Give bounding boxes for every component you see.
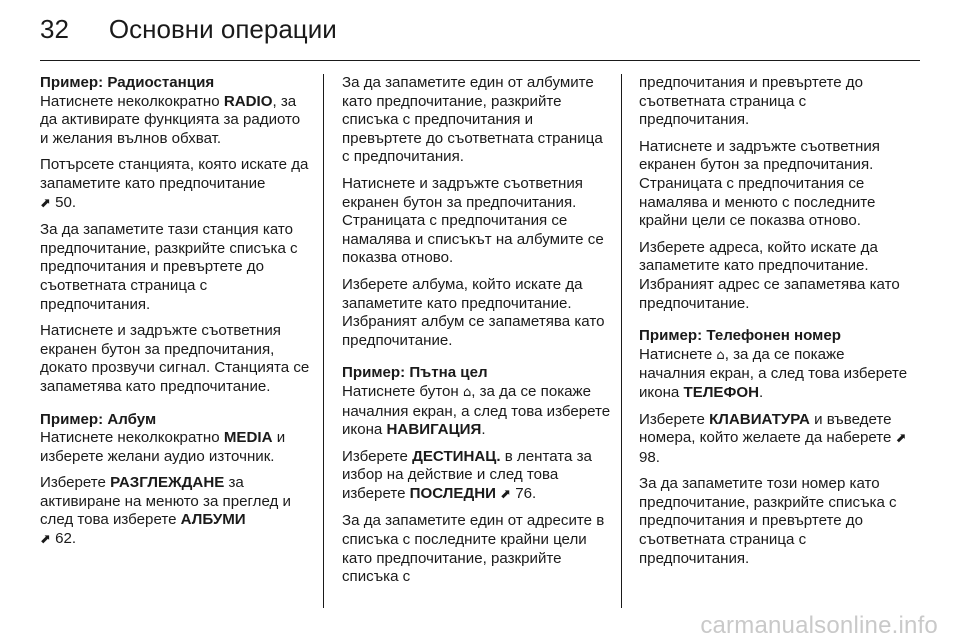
album-paragraph-2 xyxy=(40,474,312,549)
page-title: Основни операции xyxy=(108,14,337,44)
album-paragraph-4: Натиснете и задръжте съответния екранен бутон за предпочитания. Страницата с предпочитания се намалява и списъкът на албумите се показва отново. xyxy=(342,174,604,267)
route-paragraph-3: За да запаметите един от адресите в списъка с последните крайни цели като предпочитание, разкрийте списъка с xyxy=(342,512,605,586)
phone-key: ТЕЛЕФОН xyxy=(683,383,759,401)
radio-heading: Пример: Радиостанция xyxy=(40,74,215,91)
route-heading: Пример: Пътна цел xyxy=(342,364,488,382)
ref-arrow-icon: ⬈ xyxy=(40,532,51,548)
page-header xyxy=(40,14,920,54)
page-reference[interactable]: 62. xyxy=(55,530,77,548)
page-number: 32 xyxy=(40,14,69,44)
media-key: MEDIA xyxy=(223,429,273,447)
radio-key: RADIO xyxy=(223,92,273,110)
keyboard-key: КЛАВИАТУРА xyxy=(709,410,810,428)
radio-paragraph-4: Натиснете и задръжте съответния екранен бутон за предпочитания, докато прозвучи сигнал. Станцията се запаметява като предпочитание. xyxy=(40,322,310,395)
ref-arrow-icon: ⬈ xyxy=(500,486,512,502)
column-3 xyxy=(639,74,911,576)
text: Натиснете неколкократно xyxy=(40,92,224,110)
column-divider-right xyxy=(621,74,622,608)
album-paragraph-5: Изберете албума, който искате да запаметите като предпочитание. Избраният албум се запаметява като предпочитание. xyxy=(342,275,605,349)
ref-arrow-icon: ⬈ xyxy=(895,431,907,447)
phone-paragraph-1 xyxy=(639,327,911,402)
header-divider xyxy=(40,60,920,61)
route-paragraph-1 xyxy=(342,364,614,439)
text: . xyxy=(759,383,764,401)
text: и въведете номера, който желаете да наберете xyxy=(639,410,896,447)
route-paragraph-2 xyxy=(342,448,614,505)
radio-paragraph-1 xyxy=(40,74,312,148)
column-1 xyxy=(40,74,312,558)
text: , за да активирате функцията за радиото и желания вълнов обхват. xyxy=(40,92,301,147)
page-reference[interactable]: 76. xyxy=(515,484,537,502)
home-button-icon: ⌂ xyxy=(462,384,472,400)
radio-paragraph-3: За да запаметите тази станция като предпочитание, разкрийте списъка с предпочитания и превъртете до съответната страница с предпочитания. xyxy=(40,221,298,313)
watermark: carmanualsonline.info xyxy=(700,612,938,639)
text: Натиснете xyxy=(639,345,717,363)
album-heading: Пример: Албум xyxy=(40,410,157,428)
route-paragraph-4: предпочитания и превъртете до съответната страница с предпочитания. xyxy=(639,74,864,129)
text: Изберете xyxy=(40,474,111,492)
navigation-key: НАВИГАЦИЯ xyxy=(386,421,482,439)
text: Натиснете бутон xyxy=(342,382,463,400)
album-paragraph-3: За да запаметите един от албумите като предпочитание, разкрийте списъка с предпочитания и превъртете до съответната страница с предпочитания. xyxy=(342,74,603,166)
text: , за да се покаже началния екран, а след това изберете икона xyxy=(342,382,611,439)
page-reference[interactable]: 98. xyxy=(639,448,660,466)
recent-key: ПОСЛЕДНИ xyxy=(409,484,496,502)
text: Изберете xyxy=(342,447,413,465)
column-2 xyxy=(342,74,614,595)
text: , за да се покаже началния екран, а след това изберете икона xyxy=(639,345,908,401)
text: в лентата за избор на действие и след това изберете xyxy=(342,447,592,502)
text: . xyxy=(481,421,486,439)
page-reference[interactable]: 50. xyxy=(55,193,77,211)
text: Натиснете неколкократно xyxy=(40,429,224,447)
phone-paragraph-2 xyxy=(639,411,911,468)
text: и изберете желани аудио източник. xyxy=(40,429,286,465)
ref-arrow-icon: ⬈ xyxy=(40,195,51,211)
route-paragraph-5: Натиснете и задръжте съответния екранен бутон за предпочитания. Страницата с предпочитания се намалява и менюто с последните крайни цели се показва отново. xyxy=(639,137,880,230)
phone-heading: Пример: Телефонен номер xyxy=(639,327,841,345)
column-divider-left xyxy=(323,74,324,608)
browse-key: РАЗГЛЕЖДАНЕ xyxy=(110,474,225,492)
home-button-icon: ⌂ xyxy=(716,347,725,363)
text: Потърсете станцията, която искате да запаметите като предпочитание xyxy=(40,156,309,192)
destination-key: ДЕСТИНАЦ. xyxy=(412,447,501,465)
albums-key: АЛБУМИ xyxy=(180,511,246,529)
album-paragraph-1 xyxy=(40,411,312,467)
route-paragraph-6: Изберете адреса, който искате да запаметите като предпочитание. Избраният адрес се запаметява като предпочитание. xyxy=(639,238,900,312)
text: Изберете xyxy=(639,410,710,428)
phone-paragraph-3: За да запаметите този номер като предпочитание, разкрийте списъка с предпочитания и превъртете до съответната страница с предпочитания. xyxy=(639,475,897,567)
text: за активиране на менюто за преглед и след това изберете xyxy=(40,474,291,529)
radio-paragraph-2 xyxy=(40,156,312,213)
